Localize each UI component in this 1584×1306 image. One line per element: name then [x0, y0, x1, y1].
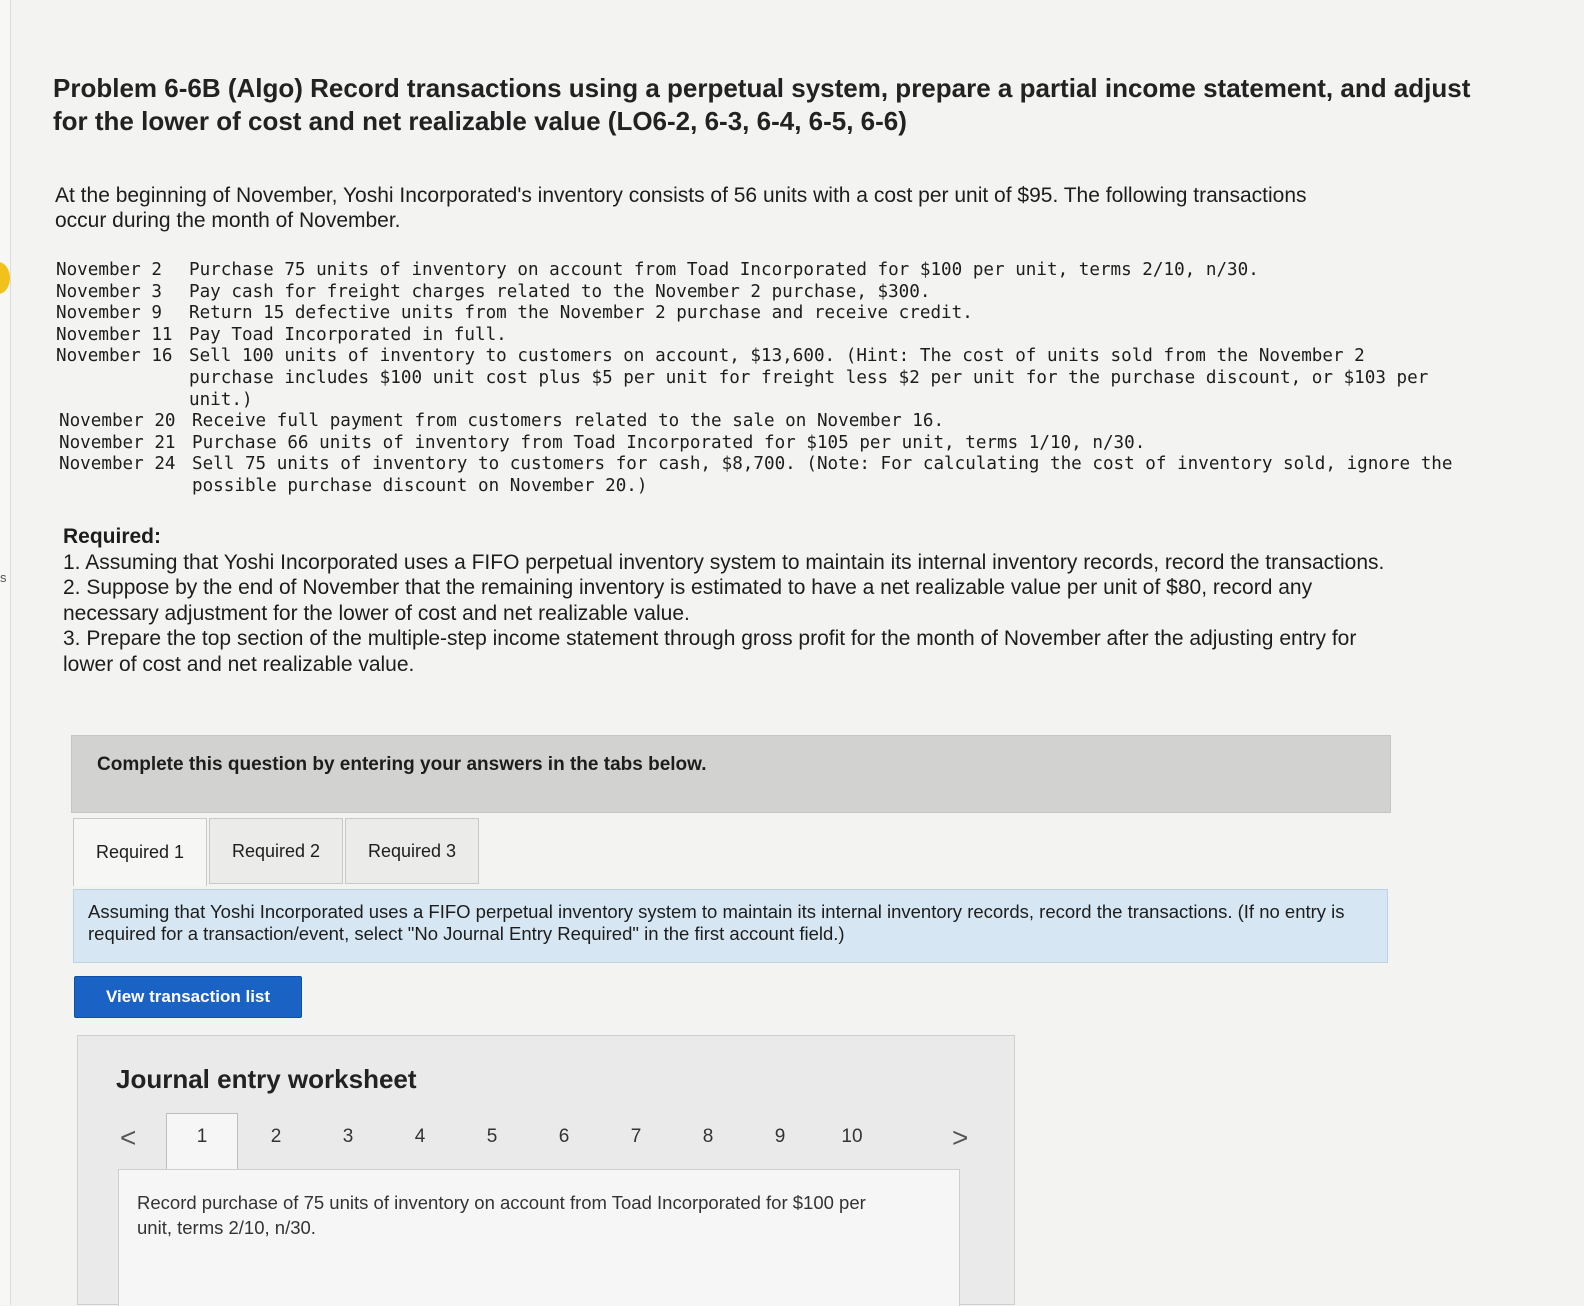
transaction-row — [56, 346, 1456, 411]
worksheet-description: Record purchase of 75 units of inventory on account from Toad Incorporated for $100 per unit, terms 2/10, n/30. — [137, 1192, 866, 1238]
transaction-date: November 9 — [56, 303, 162, 324]
left-panel-edge — [0, 0, 11, 1305]
transaction-text: Sell 100 units of inventory to customers on account, $13,600. (Hint: The cost of units sold from the November 2 purchase includes $100 unit cost plus $5 per unit for freight less $2 per unit for the purchase discount, or $103 per unit.) — [189, 346, 1439, 410]
transaction-row — [56, 282, 1456, 304]
page-6[interactable]: 6 — [558, 1126, 570, 1147]
required-item-2: 2. Suppose by the end of November that the remaining inventory is estimated to have a net realizable value per unit of $80, record any necessary adjustment for the lower of cost and net realizable value. — [63, 576, 1313, 625]
worksheet-title: Journal entry worksheet — [116, 1064, 417, 1094]
journal-entry-worksheet — [77, 1035, 1015, 1305]
tab-instruction: Assuming that Yoshi Incorporated uses a FIFO perpetual inventory system to maintain its internal inventory records, record the transactions. (If no entry is required for a transaction/event, select "No Journal Entry Required" in the first account field.) — [73, 889, 1388, 963]
transaction-date: November 20 — [59, 411, 176, 432]
transaction-date: November 21 — [59, 432, 176, 453]
page-2[interactable]: 2 — [270, 1126, 282, 1147]
instruction-banner — [71, 735, 1391, 813]
transaction-row — [56, 411, 1456, 433]
page-3[interactable]: 3 — [342, 1126, 354, 1147]
worksheet-pager — [110, 1114, 990, 1170]
banner-text: Complete this question by entering your answers in the tabs below. — [97, 754, 707, 775]
transaction-text: Return 15 defective units from the November 2 purchase and receive credit. — [189, 303, 973, 324]
chevron-right-icon[interactable]: > — [952, 1122, 969, 1153]
transaction-text: Purchase 66 units of inventory from Toad Incorporated for $105 per unit, terms 1/10, n/30. — [192, 432, 1146, 453]
worksheet-panel — [118, 1169, 960, 1306]
transaction-row — [56, 433, 1456, 455]
page-5[interactable]: 5 — [486, 1126, 498, 1147]
transaction-date: November 11 — [56, 324, 173, 345]
chevron-left-icon[interactable]: < — [120, 1122, 137, 1153]
transaction-date: November 16 — [56, 346, 173, 367]
page-7[interactable]: 7 — [630, 1126, 642, 1147]
transaction-row — [56, 303, 1456, 325]
transaction-date: November 3 — [56, 281, 162, 302]
transaction-row — [56, 325, 1456, 347]
required-item-1: 1. Assuming that Yoshi Incorporated uses a FIFO perpetual inventory system to maintain its internal inventory records, record the transactions. — [63, 550, 1385, 574]
page-10[interactable]: 10 — [841, 1126, 863, 1147]
required-item-3: 3. Prepare the top section of the multiple-step income statement through gross profit for the month of November after the adjusting entry for lower of cost and net realizable value. — [63, 627, 1357, 676]
transaction-text: Sell 75 units of inventory to customers for cash, $8,700. (Note: For calculating the cost of inventory sold, ignore the possible purchase discount on November 20.) — [192, 454, 1464, 496]
transaction-text: Purchase 75 units of inventory on account from Toad Incorporated for $100 per unit, terms 2/10, n/30. — [189, 260, 1259, 280]
tab-required-3[interactable]: Required 3 — [345, 818, 479, 884]
page-8[interactable]: 8 — [702, 1126, 714, 1147]
page-1[interactable]: 1 — [166, 1113, 238, 1170]
transaction-row — [56, 454, 1464, 497]
transaction-text: Pay Toad Incorporated in full. — [189, 324, 507, 345]
transaction-date: November 24 — [59, 454, 176, 475]
page-4[interactable]: 4 — [414, 1126, 426, 1147]
view-transaction-list-button[interactable]: View transaction list — [74, 976, 302, 1018]
transaction-row — [56, 260, 1456, 282]
transaction-list — [56, 260, 1464, 498]
transaction-date: November 2 — [56, 260, 162, 280]
transaction-text: Receive full payment from customers related to the sale on November 16. — [192, 411, 945, 432]
tab-required-1[interactable]: Required 1 — [73, 818, 207, 886]
problem-intro: At the beginning of November, Yoshi Incorporated's inventory consists of 56 units with a cost per unit of $95. The following transactions occur during the month of November. — [55, 184, 1307, 232]
required-section — [63, 524, 1403, 677]
problem-title: Problem 6-6B (Algo) Record transactions using a perpetual system, prepare a partial income statement, and adjust for the lower of cost and net realizable value (LO6-2, 6-3, 6-4, 6-5, 6-6) — [53, 73, 1471, 136]
required-tabs — [73, 818, 481, 884]
page-9[interactable]: 9 — [774, 1126, 786, 1147]
tab-required-2[interactable]: Required 2 — [209, 818, 343, 884]
required-heading: Required: — [63, 525, 162, 548]
transaction-text: Pay cash for freight charges related to the November 2 purchase, $300. — [189, 281, 931, 302]
edge-character: s — [0, 570, 7, 585]
